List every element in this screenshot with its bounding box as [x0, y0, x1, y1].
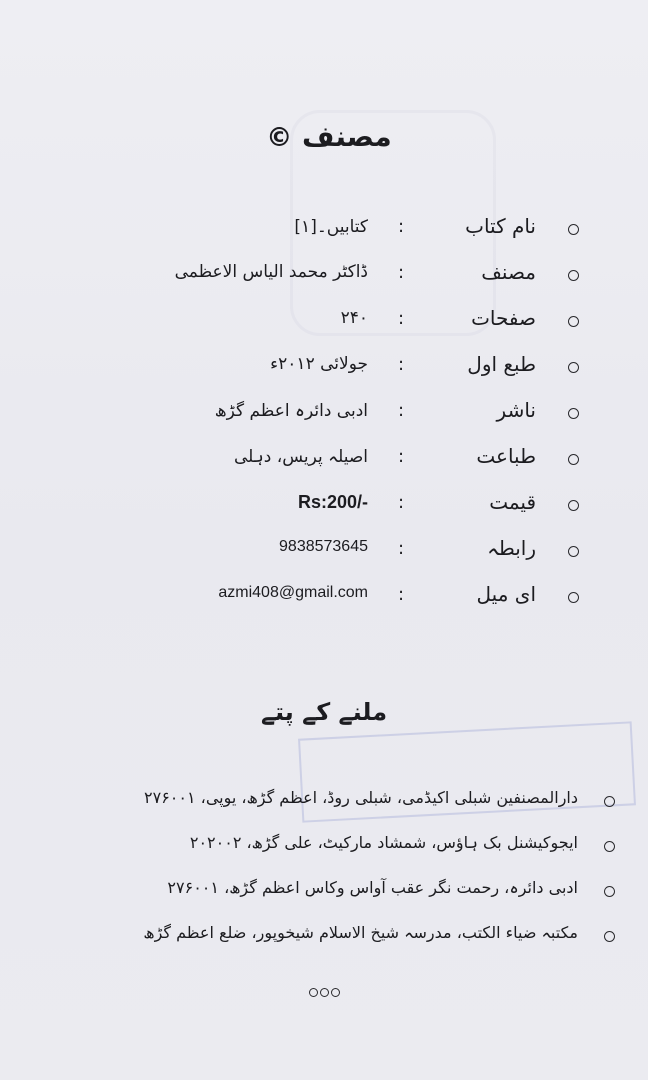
imprint-row: [0, 210, 648, 250]
address-text: ادبی دائرہ، رحمت نگر عقب آواس وکاس اعظم گڑھ، ۲۷۶۰۰۱: [167, 878, 578, 897]
imprint-value: اصیلہ پریس، دہلی: [233, 447, 368, 467]
circle-bullet-icon: [568, 546, 579, 557]
imprint-label: طبع اول: [467, 352, 536, 376]
imprint-label: صفحات: [471, 306, 536, 330]
imprint-value: جولائی ۲۰۱۲ء: [270, 354, 368, 374]
colon-separator: :: [398, 262, 405, 283]
imprint-value: ادبی دائرہ اعظم گڑھ: [214, 401, 368, 421]
circle-bullet-icon: [604, 841, 615, 852]
circle-bullet-icon: [568, 592, 579, 603]
imprint-value: 9838573645: [279, 538, 368, 555]
address-item: [0, 872, 648, 916]
imprint-row: [0, 394, 648, 434]
circle-bullet-icon: [568, 270, 579, 281]
circle-bullet-icon: [568, 500, 579, 511]
circle-bullet-icon: [568, 408, 579, 419]
heading-title: مصنف: [302, 120, 392, 153]
end-ornament: [0, 982, 648, 1001]
imprint-row: [0, 256, 648, 296]
circle-bullet-icon: [604, 886, 615, 897]
imprint-label: رابطہ: [487, 536, 536, 560]
address-item: [0, 827, 648, 871]
circle-bullet-icon: [568, 362, 579, 373]
imprint-label: ای میل: [476, 582, 536, 606]
imprint-row: [0, 532, 648, 572]
colon-separator: :: [398, 216, 405, 237]
circle-ornament-icon: [309, 988, 318, 997]
imprint-label: قیمت: [489, 490, 536, 514]
address-text: ایجوکیشنل بک ہاؤس، شمشاد مارکیٹ، علی گڑھ، ۲۰۲۰۰۲: [189, 833, 578, 852]
circle-bullet-icon: [568, 454, 579, 465]
circle-bullet-icon: [604, 931, 615, 942]
circle-ornament-icon: [331, 988, 340, 997]
imprint-value: azmi408@gmail.com: [218, 584, 368, 601]
imprint-row: [0, 486, 648, 526]
imprint-row: [0, 440, 648, 480]
address-item: [0, 917, 648, 961]
imprint-label: نام کتاب: [465, 214, 536, 238]
circle-bullet-icon: [568, 316, 579, 327]
imprint-value: Rs:200/-: [297, 492, 368, 512]
copyright-symbol: ©: [266, 123, 293, 153]
colon-separator: :: [398, 584, 405, 605]
colon-separator: :: [398, 400, 405, 421]
imprint-row: [0, 302, 648, 342]
address-item: [0, 782, 648, 826]
circle-bullet-icon: [604, 796, 615, 807]
imprint-row: [0, 578, 648, 618]
address-text: دارالمصنفین شبلی اکیڈمی، شبلی روڈ، اعظم گڑھ، یوپی، ۲۷۶۰۰۱: [144, 788, 578, 807]
imprint-value: ڈاکٹر محمد الیاس الاعظمی: [174, 262, 368, 282]
imprint-value: کتابیں۔[۱]: [294, 217, 368, 237]
page-heading: [0, 120, 648, 153]
addresses-heading: ملنے کے پتے: [260, 698, 388, 726]
imprint-value: ۲۴۰: [340, 308, 368, 328]
imprint-label: مصنف: [481, 260, 536, 284]
circle-bullet-icon: [568, 224, 579, 235]
colon-separator: :: [398, 354, 405, 375]
address-text: مکتبہ ضیاء الکتب، مدرسہ شیخ الاسلام شیخوپور، ضلع اعظم گڑھ: [143, 923, 578, 942]
colon-separator: :: [398, 492, 405, 513]
imprint-row: [0, 348, 648, 388]
imprint-label: ناشر: [496, 398, 536, 422]
imprint-label: طباعت: [476, 444, 536, 468]
colon-separator: :: [398, 308, 405, 329]
circle-ornament-icon: [320, 988, 329, 997]
colon-separator: :: [398, 446, 405, 467]
colon-separator: :: [398, 538, 405, 559]
